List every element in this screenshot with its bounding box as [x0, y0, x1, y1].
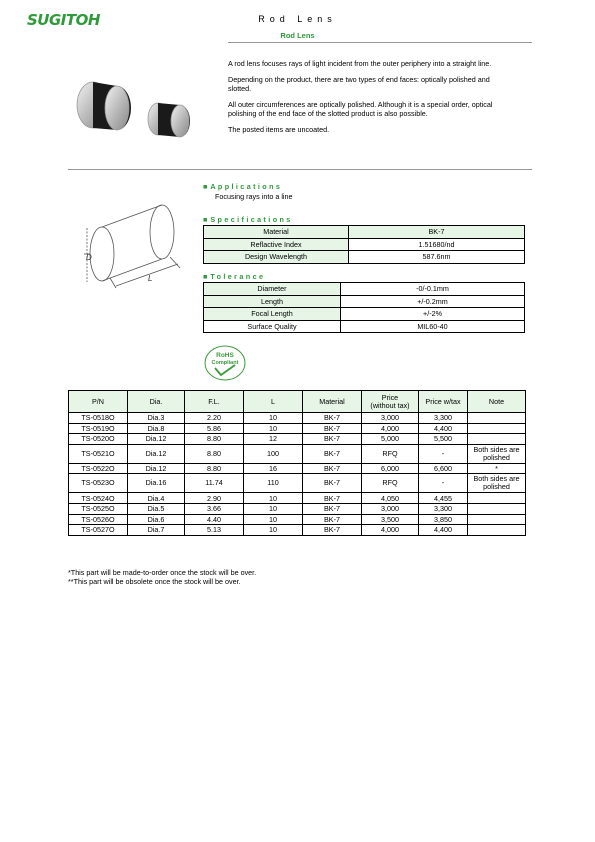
tolerance-label: Diameter: [204, 283, 341, 296]
applications-heading: ■ Applications: [203, 182, 283, 191]
cell-l: 10: [244, 413, 303, 424]
spec-label: Reflactive Index: [204, 238, 349, 251]
specifications-table: [203, 225, 525, 264]
dimension-diagram: [80, 202, 195, 297]
tolerance-label: Surface Quality: [204, 320, 341, 333]
cell-note: Both sides are polished: [468, 474, 526, 493]
cell-fl: 2.90: [185, 493, 244, 504]
cell-note: [468, 423, 526, 434]
cell-material: BK-7: [303, 463, 362, 474]
spec-value: 587.6nm: [349, 251, 525, 264]
cell-material: BK-7: [303, 525, 362, 536]
cell-pn: TS-0524O: [69, 493, 128, 504]
cell-fl: 3.66: [185, 503, 244, 514]
cell-fl: 5.86: [185, 423, 244, 434]
cell-material: BK-7: [303, 444, 362, 463]
section-divider: [68, 169, 532, 170]
applications-text: Focusing rays into a line: [215, 192, 293, 201]
page-subtitle: Rod Lens: [280, 31, 315, 40]
cell-l: 100: [244, 444, 303, 463]
header-divider: [228, 42, 532, 43]
cell-l: 110: [244, 474, 303, 493]
cell-note: Both sides are polished: [468, 444, 526, 463]
cell-price-tax: -: [419, 474, 468, 493]
large-rod-lens: [77, 82, 131, 130]
table-body: [69, 413, 526, 536]
page-title: Rod Lens: [258, 14, 337, 24]
small-rod-lens: [148, 103, 190, 137]
tolerance-value: -0/-0.1mm: [341, 283, 525, 296]
header-pn: P/N: [69, 391, 128, 413]
cell-dia: Dia.12: [128, 463, 185, 474]
tolerance-row: [204, 308, 525, 321]
cell-price: 3,000: [362, 413, 419, 424]
cell-dia: Dia.4: [128, 493, 185, 504]
cell-note: [468, 514, 526, 525]
cell-dia: Dia.8: [128, 423, 185, 434]
tolerance-heading: ■ Tolerance: [203, 272, 266, 281]
cell-note: [468, 493, 526, 504]
label-length: L: [148, 274, 153, 283]
tolerance-value: +/-0.2mm: [341, 295, 525, 308]
specifications-heading: ■ Specifications: [203, 215, 293, 224]
product-description: [228, 59, 498, 141]
spec-value: 1.51680/nd: [349, 238, 525, 251]
product-table: [68, 390, 526, 536]
cell-material: BK-7: [303, 493, 362, 504]
tolerance-label: Focal Length: [204, 308, 341, 321]
bullet-icon: ■: [203, 272, 208, 281]
cell-price: 4,000: [362, 423, 419, 434]
tolerance-value: +/-2%: [341, 308, 525, 321]
cell-dia: Dia.12: [128, 444, 185, 463]
cell-l: 10: [244, 514, 303, 525]
header-material: Material: [303, 391, 362, 413]
cell-dia: Dia.6: [128, 514, 185, 525]
cell-material: BK-7: [303, 434, 362, 445]
spec-row: [204, 251, 525, 264]
cell-l: 12: [244, 434, 303, 445]
cell-material: BK-7: [303, 514, 362, 525]
cell-fl: 11.74: [185, 474, 244, 493]
cell-pn: TS-0518O: [69, 413, 128, 424]
header-l: L: [244, 391, 303, 413]
cell-l: 10: [244, 423, 303, 434]
cell-l: 10: [244, 525, 303, 536]
cell-price: RFQ: [362, 444, 419, 463]
spec-label: Material: [204, 226, 349, 239]
intro-paragraph: The posted items are uncoated.: [228, 125, 330, 134]
cell-note: [468, 434, 526, 445]
cell-l: 10: [244, 493, 303, 504]
table-row: [69, 493, 526, 504]
cell-pn: TS-0521O: [69, 444, 128, 463]
bullet-icon: ■: [203, 215, 208, 224]
header-price: Price (without tax): [362, 391, 419, 413]
cell-l: 10: [244, 503, 303, 514]
cell-note: [468, 413, 526, 424]
bullet-icon: ■: [203, 182, 208, 191]
tolerance-table: [203, 282, 525, 333]
cell-fl: 8.80: [185, 444, 244, 463]
header-dia: Dia.: [128, 391, 185, 413]
intro-paragraph: A rod lens focuses rays of light incident from the outer periphery into a straight line.: [228, 59, 492, 68]
cell-dia: Dia.5: [128, 503, 185, 514]
rohs-text: RoHS: [216, 352, 234, 359]
cell-material: BK-7: [303, 423, 362, 434]
cell-pn: TS-0520O: [69, 434, 128, 445]
cell-material: BK-7: [303, 413, 362, 424]
header-fl: F.L.: [185, 391, 244, 413]
tolerance-label: Length: [204, 295, 341, 308]
cell-dia: Dia.3: [128, 413, 185, 424]
cell-dia: Dia.16: [128, 474, 185, 493]
product-photo: [70, 72, 210, 147]
cell-pn: TS-0519O: [69, 423, 128, 434]
cell-pn: TS-0523O: [69, 474, 128, 493]
table-row: [69, 434, 526, 445]
rohs-compliant-text: Compliant: [211, 360, 239, 366]
tolerance-value: MIL60-40: [341, 320, 525, 333]
cell-price-tax: 4,400: [419, 525, 468, 536]
table-row: [69, 444, 526, 463]
company-logo: SUGITOH: [27, 11, 100, 29]
tolerance-row: [204, 320, 525, 333]
cell-price-tax: 3,300: [419, 413, 468, 424]
footnote: *This part will be made-to-order once the stock will be over.: [68, 568, 257, 577]
table-header-row: [69, 391, 526, 413]
table-row: [69, 423, 526, 434]
table-row: [69, 474, 526, 493]
cell-price-tax: 4,455: [419, 493, 468, 504]
cell-fl: 8.80: [185, 434, 244, 445]
spec-row: [204, 238, 525, 251]
cell-price-tax: 3,300: [419, 503, 468, 514]
cell-dia: Dia.7: [128, 525, 185, 536]
header-note: Note: [468, 391, 526, 413]
cell-pn: TS-0525O: [69, 503, 128, 514]
cell-price-tax: 4,400: [419, 423, 468, 434]
cell-price: 4,000: [362, 525, 419, 536]
cell-price-tax: -: [419, 444, 468, 463]
cell-price: 3,500: [362, 514, 419, 525]
spec-label: Design Wavelength: [204, 251, 349, 264]
cell-price: 5,000: [362, 434, 419, 445]
table-row: [69, 463, 526, 474]
cell-fl: 8.80: [185, 463, 244, 474]
intro-paragraph: All outer circumferences are optically polished. Although it is a special order, optical polishing of the end face of the slotted product is also possible.: [228, 100, 493, 118]
spec-row: [204, 226, 525, 239]
cell-price-tax: 5,500: [419, 434, 468, 445]
cell-pn: TS-0527O: [69, 525, 128, 536]
tolerance-row: [204, 283, 525, 296]
rohs-badge: [202, 344, 248, 382]
cell-material: BK-7: [303, 474, 362, 493]
cell-fl: 2.20: [185, 413, 244, 424]
footnote: **This part will be obsolete once the stock will be over.: [68, 577, 241, 586]
cell-price: 6,000: [362, 463, 419, 474]
cell-pn: TS-0526O: [69, 514, 128, 525]
cell-pn: TS-0522O: [69, 463, 128, 474]
cell-fl: 4.40: [185, 514, 244, 525]
tolerance-row: [204, 295, 525, 308]
cell-price: RFQ: [362, 474, 419, 493]
cell-price: 3,000: [362, 503, 419, 514]
label-diameter: D: [86, 253, 92, 262]
table-row: [69, 503, 526, 514]
spec-value: BK-7: [349, 226, 525, 239]
cell-note: [468, 525, 526, 536]
cell-fl: 5.13: [185, 525, 244, 536]
cell-note: *: [468, 463, 526, 474]
intro-paragraph: Depending on the product, there are two types of end faces: optically polished and slotted.: [228, 75, 490, 93]
table-row: [69, 413, 526, 424]
cell-l: 16: [244, 463, 303, 474]
cell-note: [468, 503, 526, 514]
cell-material: BK-7: [303, 503, 362, 514]
header-price-tax: Price w/tax: [419, 391, 468, 413]
cell-price-tax: 6,600: [419, 463, 468, 474]
table-row: [69, 514, 526, 525]
cell-price: 4,050: [362, 493, 419, 504]
cell-dia: Dia.12: [128, 434, 185, 445]
table-row: [69, 525, 526, 536]
cell-price-tax: 3,850: [419, 514, 468, 525]
